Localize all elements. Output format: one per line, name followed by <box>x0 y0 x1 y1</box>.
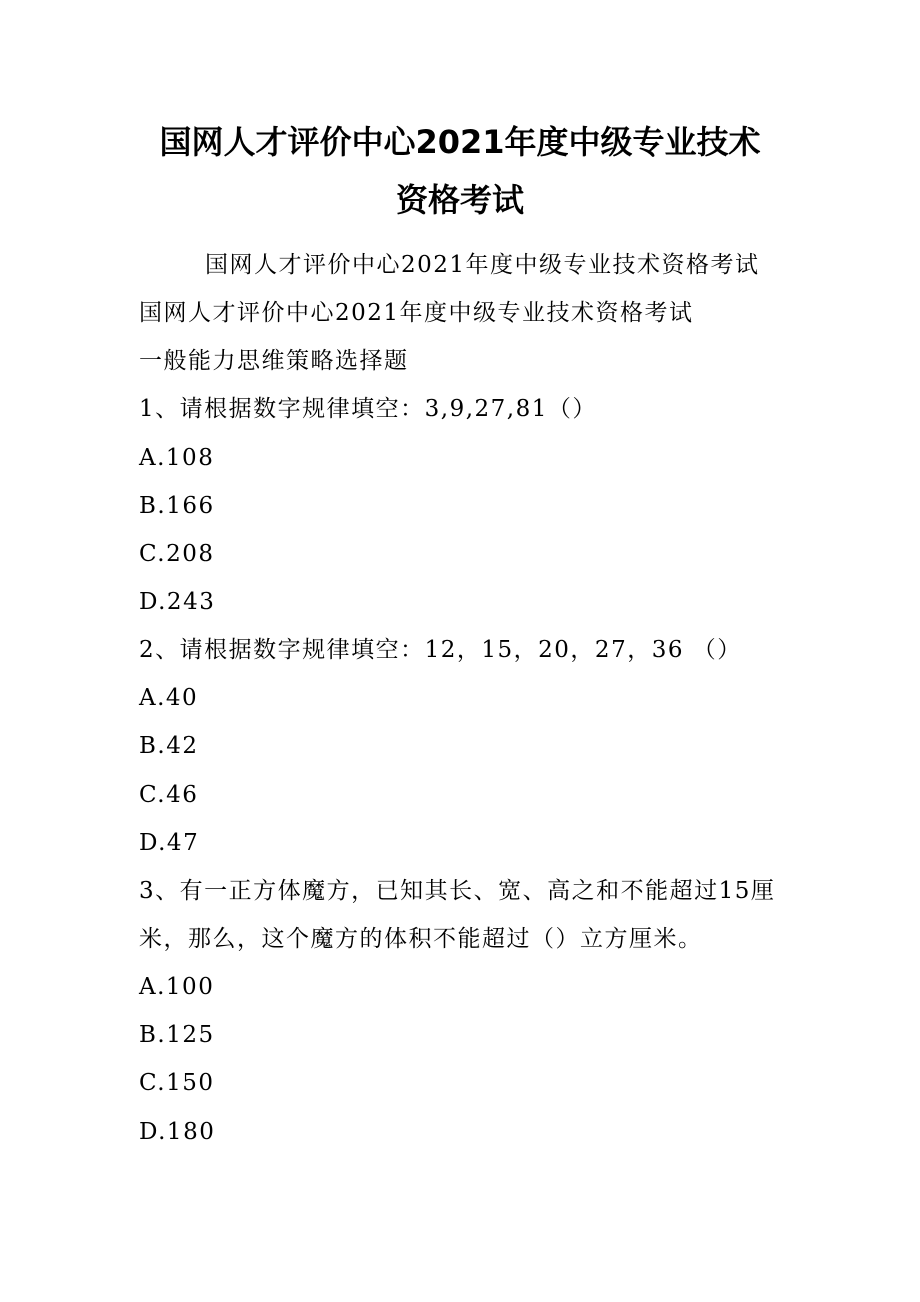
question-option-b: B.42 <box>139 733 199 759</box>
question-text: 2、请根据数字规律填空：12，15，20，27，36 （） <box>139 637 742 663</box>
question-option-d: D.180 <box>139 1119 216 1145</box>
question-option-a: A.100 <box>139 974 215 1000</box>
question-option-c: C.46 <box>139 782 199 808</box>
question-text-line-1: 3、有一正方体魔方，已知其长、宽、高之和不能超过15厘 <box>139 878 776 904</box>
question-option-c: C.208 <box>139 541 215 567</box>
question-option-a: A.108 <box>139 445 215 471</box>
document-subtitle-repeat: 国网人才评价中心2021年度中级专业技术资格考试 <box>139 300 694 326</box>
question-option-d: D.47 <box>139 830 200 856</box>
question-option-d: D.243 <box>139 589 216 615</box>
question-option-a: A.40 <box>139 685 199 711</box>
document-subtitle: 国网人才评价中心2021年度中级专业技术资格考试 <box>205 252 760 278</box>
section-heading: 一般能力思维策略选择题 <box>139 348 409 374</box>
question-option-c: C.150 <box>139 1070 215 1096</box>
question-text-line-2: 米，那么，这个魔方的体积不能超过（）立方厘米。 <box>139 926 703 952</box>
document-title-line-1: 国网人才评价中心2021年度中级专业技术 <box>159 123 761 161</box>
question-text: 1、请根据数字规律填空：3,9,27,81（） <box>139 396 597 422</box>
question-option-b: B.166 <box>139 493 215 519</box>
question-option-b: B.125 <box>139 1022 215 1048</box>
document-title-line-2: 资格考试 <box>395 181 524 219</box>
